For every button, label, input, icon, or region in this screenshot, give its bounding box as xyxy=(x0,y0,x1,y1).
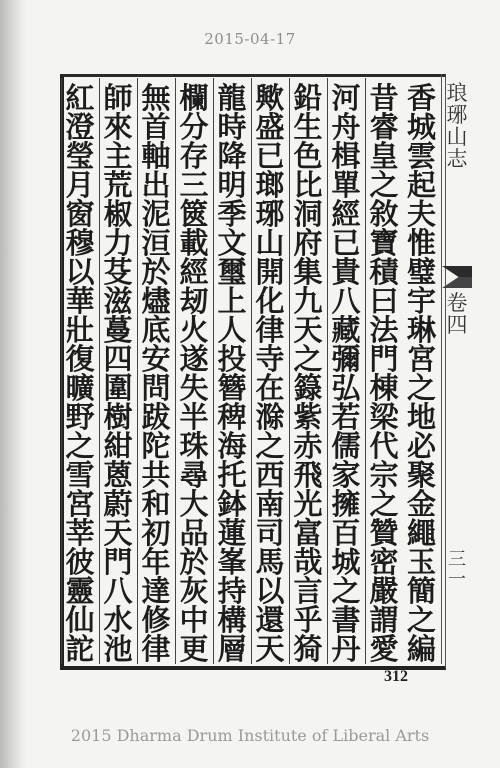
glyph: 代 xyxy=(369,429,399,463)
glyph: 燼 xyxy=(141,284,171,318)
glyph: 比 xyxy=(293,168,323,202)
glyph: 稗 xyxy=(217,400,247,434)
glyph: 於 xyxy=(179,545,209,579)
glyph: 乎 xyxy=(293,603,323,637)
glyph: 天 xyxy=(103,516,133,550)
glyph: 持 xyxy=(217,574,247,608)
glyph: 分 xyxy=(179,110,209,144)
glyph: 文 xyxy=(217,226,247,260)
glyph: 門 xyxy=(369,342,399,376)
glyph: 降 xyxy=(217,139,247,173)
volume-label: 卷 四 xyxy=(446,291,468,337)
glyph: 還 xyxy=(255,603,285,637)
glyph: 璽 xyxy=(217,255,247,289)
copyright-footer: 2015 Dharma Drum Institute of Liberal Arts xyxy=(70,726,430,745)
glyph: 紫 xyxy=(293,400,323,434)
glyph: 馬 xyxy=(255,545,285,579)
glyph: 問 xyxy=(141,371,171,405)
glyph: 儒 xyxy=(331,429,361,463)
glyph: 窗 xyxy=(65,197,95,231)
glyph: 飛 xyxy=(293,458,323,492)
glyph: 力 xyxy=(103,226,133,260)
glyph: 宇 xyxy=(406,284,436,318)
text-column xyxy=(289,78,326,664)
glyph: 構 xyxy=(217,603,247,637)
glyph: 刼 xyxy=(179,284,209,318)
glyph: 百 xyxy=(331,516,361,550)
glyph: 人 xyxy=(217,313,247,347)
glyph: 起 xyxy=(406,168,436,202)
glyph: 山 xyxy=(255,226,285,260)
glyph: 底 xyxy=(141,313,171,347)
glyph: 時 xyxy=(217,110,247,144)
glyph: 歟 xyxy=(255,81,285,115)
glyph: 天 xyxy=(293,313,323,347)
glyph: 季 xyxy=(217,197,247,231)
glyph: 簪 xyxy=(217,371,247,405)
glyph: 八 xyxy=(331,284,361,318)
glyph: 珠 xyxy=(179,429,209,463)
glyph: 載 xyxy=(179,226,209,260)
glyph: 皇 xyxy=(369,139,399,173)
glyph: 簡 xyxy=(406,574,436,608)
glyph: 色 xyxy=(293,139,323,173)
glyph: 貴 xyxy=(331,255,361,289)
text-column xyxy=(61,78,98,664)
header-strip xyxy=(441,74,472,664)
glyph: 層 xyxy=(217,632,247,666)
glyph: 城 xyxy=(331,545,361,579)
glyph: 璧 xyxy=(406,255,436,289)
glyph: 化 xyxy=(255,284,285,318)
glyph: 荒 xyxy=(103,168,133,202)
glyph: 密 xyxy=(369,545,399,579)
glyph: 鉛 xyxy=(293,81,323,115)
glyph: 家 xyxy=(331,458,361,492)
glyph: 海 xyxy=(217,429,247,463)
glyph: 富 xyxy=(293,516,323,550)
glyph: 聚 xyxy=(406,458,436,492)
glyph: 睿 xyxy=(369,110,399,144)
glyph: 詑 xyxy=(65,632,95,666)
glyph: 玉 xyxy=(406,545,436,579)
glyph: 必 xyxy=(406,429,436,463)
text-column xyxy=(327,78,364,664)
glyph: 托 xyxy=(217,458,247,492)
glyph: 彼 xyxy=(65,545,95,579)
glyph: 光 xyxy=(293,487,323,521)
glyph: 泥 xyxy=(141,197,171,231)
glyph: 遂 xyxy=(179,342,209,376)
glyph: 火 xyxy=(179,313,209,347)
glyph: 棟 xyxy=(369,371,399,405)
glyph: 靈 xyxy=(65,574,95,608)
glyph: 府 xyxy=(293,226,323,260)
glyph: 存 xyxy=(179,139,209,173)
glyph: 法 xyxy=(369,313,399,347)
glyph: 水 xyxy=(103,603,133,637)
glyph: 天 xyxy=(255,632,285,666)
glyph: 律 xyxy=(141,632,171,666)
glyph: 繩 xyxy=(406,516,436,550)
glyph: 南 xyxy=(255,487,285,521)
glyph: 積 xyxy=(369,255,399,289)
glyph: 於 xyxy=(141,255,171,289)
glyph: 洞 xyxy=(293,197,323,231)
glyph: 已 xyxy=(331,226,361,260)
glyph: 華 xyxy=(65,284,95,318)
glyph: 雲 xyxy=(406,139,436,173)
glyph: 言 xyxy=(293,574,323,608)
fish-tail-mark xyxy=(442,266,472,288)
glyph: 之 xyxy=(255,429,285,463)
glyph: 曰 xyxy=(369,284,399,318)
glyph: 宮 xyxy=(65,487,95,521)
glyph: 鉢 xyxy=(217,487,247,521)
glyph: 宗 xyxy=(369,458,399,492)
glyph: 壯 xyxy=(65,313,95,347)
glyph: 復 xyxy=(65,342,95,376)
glyph: 共 xyxy=(141,458,171,492)
glyph: 敘 xyxy=(369,197,399,231)
glyph: 哉 xyxy=(293,545,323,579)
glyph: 四 xyxy=(103,342,133,376)
glyph: 主 xyxy=(103,139,133,173)
glyph: 之 xyxy=(369,487,399,521)
glyph: 仙 xyxy=(65,603,95,637)
glyph: 篋 xyxy=(179,197,209,231)
glyph: 之 xyxy=(406,603,436,637)
glyph: 宮 xyxy=(406,342,436,376)
glyph: 紺 xyxy=(103,429,133,463)
glyph: 圍 xyxy=(103,371,133,405)
text-column xyxy=(365,78,402,664)
glyph: 夫 xyxy=(406,197,436,231)
glyph: 來 xyxy=(103,110,133,144)
glyph: 集 xyxy=(293,255,323,289)
glyph: 惟 xyxy=(406,226,436,260)
scan-edge-shadow xyxy=(0,0,26,768)
text-column xyxy=(99,78,136,664)
glyph: 蔓 xyxy=(103,313,133,347)
glyph: 之 xyxy=(406,371,436,405)
glyph: 梁 xyxy=(369,400,399,434)
glyph: 投 xyxy=(217,342,247,376)
glyph: 跋 xyxy=(141,400,171,434)
text-column xyxy=(403,78,440,664)
glyph: 八 xyxy=(103,574,133,608)
glyph: 金 xyxy=(406,487,436,521)
glyph: 琊 xyxy=(255,197,285,231)
glyph: 品 xyxy=(179,516,209,550)
glyph: 赤 xyxy=(293,429,323,463)
glyph: 蓮 xyxy=(217,516,247,550)
glyph: 彌 xyxy=(331,342,361,376)
glyph: 司 xyxy=(255,516,285,550)
glyph: 西 xyxy=(255,458,285,492)
glyph: 師 xyxy=(103,81,133,115)
glyph: 嚴 xyxy=(369,574,399,608)
glyph: 律 xyxy=(255,313,285,347)
glyph: 池 xyxy=(103,632,133,666)
glyph: 達 xyxy=(141,574,171,608)
glyph: 月 xyxy=(65,168,95,202)
glyph: 大 xyxy=(179,487,209,521)
glyph: 軸 xyxy=(141,139,171,173)
glyph: 失 xyxy=(179,371,209,405)
glyph: 謂 xyxy=(369,603,399,637)
glyph: 寺 xyxy=(255,342,285,376)
glyph: 穆 xyxy=(65,226,95,260)
glyph: 琳 xyxy=(406,313,436,347)
glyph: 尋 xyxy=(179,458,209,492)
glyph: 首 xyxy=(141,110,171,144)
text-column xyxy=(213,78,250,664)
glyph: 欄 xyxy=(179,81,209,115)
glyph: 無 xyxy=(141,81,171,115)
glyph: 河 xyxy=(331,81,361,115)
glyph: 城 xyxy=(406,110,436,144)
glyph: 蒽 xyxy=(103,458,133,492)
glyph: 昔 xyxy=(369,81,399,115)
glyph: 贊 xyxy=(369,516,399,550)
text-column xyxy=(175,78,212,664)
glyph: 藏 xyxy=(331,313,361,347)
glyph: 瑩 xyxy=(65,139,95,173)
glyph: 經 xyxy=(179,255,209,289)
glyph: 若 xyxy=(331,400,361,434)
glyph: 龍 xyxy=(217,81,247,115)
glyph: 門 xyxy=(103,545,133,579)
glyph: 生 xyxy=(293,110,323,144)
glyph: 年 xyxy=(141,545,171,579)
glyph: 三 xyxy=(179,168,209,202)
glyph: 弘 xyxy=(331,371,361,405)
glyph: 滋 xyxy=(103,284,133,318)
glyph: 蔚 xyxy=(103,487,133,521)
glyph: 書 xyxy=(331,603,361,637)
glyph: 安 xyxy=(141,342,171,376)
glyph: 盛 xyxy=(255,110,285,144)
glyph: 香 xyxy=(406,81,436,115)
text-column xyxy=(137,78,174,664)
glyph: 半 xyxy=(179,400,209,434)
glyph: 開 xyxy=(255,255,285,289)
glyph: 和 xyxy=(141,487,171,521)
glyph: 地 xyxy=(406,400,436,434)
glyph: 擁 xyxy=(331,487,361,521)
glyph: 在 xyxy=(255,371,285,405)
glyph: 椒 xyxy=(103,197,133,231)
glyph: 舟 xyxy=(331,110,361,144)
glyph: 九 xyxy=(293,284,323,318)
glyph: 上 xyxy=(217,284,247,318)
glyph: 修 xyxy=(141,603,171,637)
glyph: 峯 xyxy=(217,545,247,579)
glyph: 之 xyxy=(331,574,361,608)
glyph: 明 xyxy=(217,168,247,202)
glyph: 以 xyxy=(65,255,95,289)
glyph: 初 xyxy=(141,516,171,550)
glyph: 洹 xyxy=(141,226,171,260)
glyph: 出 xyxy=(141,168,171,202)
glyph: 愛 xyxy=(369,632,399,666)
glyph: 已 xyxy=(255,139,285,173)
glyph: 丹 xyxy=(331,632,361,666)
glyph: 楫 xyxy=(331,139,361,173)
glyph: 之 xyxy=(293,342,323,376)
folio-number: 三 一 xyxy=(448,549,466,590)
glyph: 野 xyxy=(65,400,95,434)
text-column xyxy=(251,78,288,664)
glyph: 紅 xyxy=(65,81,95,115)
glyph: 雪 xyxy=(65,458,95,492)
glyph: 曠 xyxy=(65,371,95,405)
glyph: 更 xyxy=(179,632,209,666)
glyph: 單 xyxy=(331,168,361,202)
book-title: 琅 琊 山 志 xyxy=(446,81,468,171)
glyph: 以 xyxy=(255,574,285,608)
glyph: 之 xyxy=(65,429,95,463)
glyph: 瑯 xyxy=(255,168,285,202)
glyph: 猗 xyxy=(293,632,323,666)
glyph: 莘 xyxy=(65,516,95,550)
glyph: 芟 xyxy=(103,255,133,289)
glyph: 寶 xyxy=(369,226,399,260)
glyph: 之 xyxy=(369,168,399,202)
glyph: 經 xyxy=(331,197,361,231)
glyph: 陀 xyxy=(141,429,171,463)
glyph: 樹 xyxy=(103,400,133,434)
scan-date-stamp: 2015-04-17 xyxy=(204,30,296,48)
page-number: 312 xyxy=(384,668,408,685)
glyph: 籙 xyxy=(293,371,323,405)
glyph: 中 xyxy=(179,603,209,637)
glyph: 澄 xyxy=(65,110,95,144)
glyph: 編 xyxy=(406,632,436,666)
glyph: 滁 xyxy=(255,400,285,434)
glyph: 灰 xyxy=(179,574,209,608)
